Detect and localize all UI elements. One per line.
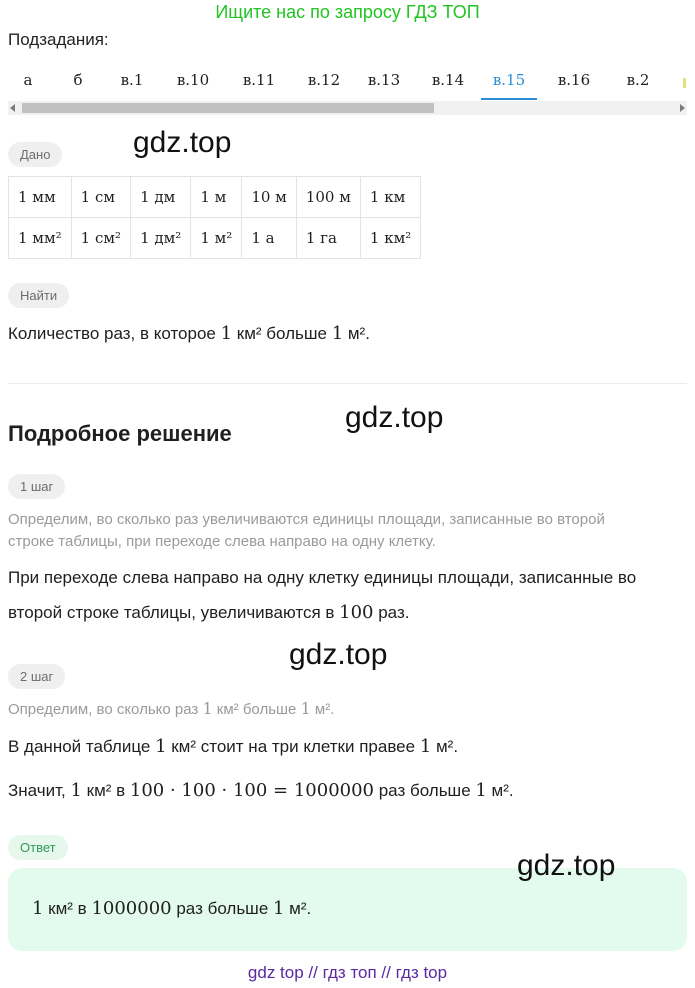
tab-b[interactable]: б [73, 71, 83, 89]
table-cell: 1 км² [360, 218, 420, 259]
section-divider [8, 383, 687, 384]
step-1-body: При переходе слева направо на одну клетку единицы площади, записанные во [8, 568, 637, 587]
tab-v1[interactable]: в.1 [120, 71, 144, 89]
step-1-body: второй строке таблицы, увеличиваются в 100 раз. [8, 602, 410, 623]
table-cell: 100 м [296, 177, 360, 218]
tab-v11[interactable]: в.11 [242, 71, 276, 89]
answer-text: 1 км² в 1000000 раз больше 1 м². [32, 898, 312, 919]
tab-a[interactable]: а [23, 71, 33, 89]
table-cell: 1 дм [131, 177, 191, 218]
scrollbar-thumb[interactable] [22, 103, 434, 113]
table-cell: 1 м [191, 177, 242, 218]
scroll-right-arrow-icon[interactable] [680, 104, 685, 112]
scroll-left-arrow-icon[interactable] [10, 104, 15, 112]
subtask-tabs [8, 66, 695, 100]
step-1-hint: Определим, во сколько раз увеличиваются единицы площади, записанные во второй [8, 511, 605, 528]
tab-v12[interactable]: в.12 [307, 71, 341, 89]
subtasks-label: Подзадания: [8, 30, 109, 49]
solution-title: Подробное решение [8, 421, 232, 446]
tab-v16[interactable]: в.16 [557, 71, 591, 89]
table-cell: 1 см² [71, 218, 130, 259]
watermark: gdz.top [345, 401, 444, 434]
step-2-label: 2 шаг [8, 664, 65, 689]
find-text: Количество раз, в которое 1 км² больше 1 м². [8, 323, 370, 344]
table-row [9, 177, 421, 218]
tab-v2[interactable]: в.2 [626, 71, 650, 89]
units-table [8, 176, 421, 259]
watermark: gdz.top [517, 849, 616, 882]
table-cell: 1 мм² [9, 218, 72, 259]
step-2-hint: Определим, во сколько раз 1 км² больше 1 м². [8, 699, 335, 718]
table-row [9, 218, 421, 259]
find-label: Найти [8, 283, 69, 308]
table-cell: 1 км [360, 177, 420, 218]
table-cell: 1 а [242, 218, 297, 259]
table-cell: 10 м [242, 177, 297, 218]
step-2-conclusion: Значит, 1 км² в 100 · 100 · 100 = 1000000 раз больше 1 м². [8, 780, 514, 801]
watermark: gdz.top [133, 126, 232, 159]
tab-v10[interactable]: в.10 [176, 71, 210, 89]
given-label: Дано [8, 142, 62, 167]
table-cell: 1 га [296, 218, 360, 259]
step-1-hint: строке таблицы, при переходе слева направо на одну клетку. [8, 533, 436, 550]
tabs-scrollbar[interactable] [8, 101, 687, 115]
table-cell: 1 м² [191, 218, 242, 259]
promo-banner[interactable]: Ищите нас по запросу ГДЗ ТОП [215, 2, 480, 22]
table-cell: 1 дм² [131, 218, 191, 259]
answer-label: Ответ [8, 835, 68, 860]
step-2-body: В данной таблице 1 км² стоит на три клетки правее 1 м². [8, 736, 459, 757]
tab-v13[interactable]: в.13 [367, 71, 401, 89]
next-tab-peek[interactable] [683, 78, 686, 88]
table-cell: 1 мм [9, 177, 72, 218]
tab-v14[interactable]: в.14 [431, 71, 465, 89]
footer-links[interactable]: gdz top // гдз топ // гдз top [247, 963, 448, 982]
tab-v15[interactable]: в.15 [481, 66, 537, 100]
table-cell: 1 см [71, 177, 130, 218]
watermark: gdz.top [289, 638, 388, 671]
step-1-label: 1 шаг [8, 474, 65, 499]
